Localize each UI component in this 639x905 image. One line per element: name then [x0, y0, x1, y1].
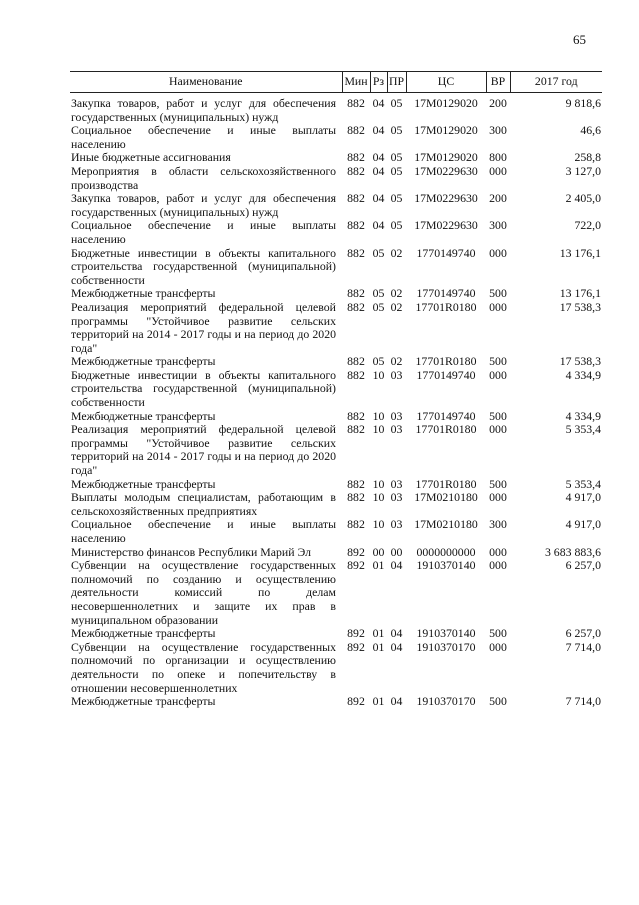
table-row [70, 247, 602, 288]
table-row [70, 546, 602, 560]
row-vr: 000 [489, 367, 507, 382]
row-min: 882 [347, 367, 365, 382]
row-amount: 9 818,6 [565, 96, 601, 110]
table-row [70, 410, 602, 424]
row-pr: 04 [390, 558, 403, 573]
row-min: 882 [347, 163, 365, 178]
row-cs: 17М0229630 [414, 218, 478, 233]
row-cs: 0000000000 [416, 544, 476, 559]
row-name: Межбюджетные трансферты [71, 286, 216, 301]
row-name: Бюджетные инвестиции в объекты капитального строительства государственной (муниципальной) собственности [71, 367, 336, 410]
row-vr: 500 [489, 626, 507, 641]
row-pr: 05 [390, 163, 403, 178]
header-pr: ПР [387, 72, 406, 93]
row-min: 892 [347, 639, 365, 654]
row-name: Иные бюджетные ассигнования [71, 150, 231, 165]
row-min: 882 [347, 422, 365, 437]
row-vr: 000 [489, 422, 507, 437]
row-amount: 7 714,0 [565, 694, 601, 709]
row-amount: 2 405,0 [565, 191, 601, 206]
table-row [70, 641, 602, 695]
row-rz: 01 [372, 639, 385, 654]
row-rz: 10 [372, 422, 385, 437]
row-vr: 500 [489, 286, 507, 301]
row-vr: 000 [489, 245, 507, 260]
row-min: 892 [347, 694, 365, 709]
row-amount: 17 538,3 [559, 299, 601, 314]
header-vr: ВР [486, 72, 510, 93]
table-body [70, 93, 602, 709]
table-row [70, 93, 602, 125]
table-row [70, 627, 602, 641]
row-rz: 04 [372, 163, 385, 178]
table-row [70, 695, 602, 709]
row-vr: 300 [489, 123, 507, 138]
table-row [70, 369, 602, 410]
row-amount: 13 176,1 [559, 245, 601, 260]
row-rz: 01 [372, 694, 385, 709]
table-header [70, 72, 602, 93]
row-pr: 05 [390, 123, 403, 138]
row-vr: 000 [489, 163, 507, 178]
row-cs: 17М0129020 [414, 150, 478, 165]
row-rz: 05 [372, 286, 385, 301]
row-name: Социальное обеспечение и иные выплаты населению [71, 123, 336, 151]
table-row [70, 165, 602, 192]
row-amount: 4 334,9 [565, 408, 601, 423]
row-amount: 6 257,0 [565, 626, 601, 641]
row-pr: 03 [390, 476, 403, 491]
table-row [70, 301, 602, 355]
row-vr: 000 [489, 558, 507, 573]
row-pr: 05 [390, 96, 403, 110]
row-pr: 02 [390, 286, 403, 301]
row-amount: 6 257,0 [565, 558, 601, 573]
table-row [70, 559, 602, 627]
row-min: 882 [347, 476, 365, 491]
row-min: 882 [347, 299, 365, 314]
row-name: Бюджетные инвестиции в объекты капитального строительства государственной (муниципальной) собственности [71, 245, 336, 287]
table-row [70, 192, 602, 219]
row-cs: 17М0210180 [414, 490, 478, 505]
row-amount: 13 176,1 [559, 286, 601, 301]
header-cs: ЦС [406, 72, 486, 93]
row-amount: 7 714,0 [565, 639, 601, 654]
row-min: 892 [347, 544, 365, 559]
row-pr: 02 [390, 245, 403, 260]
row-vr: 000 [489, 490, 507, 505]
row-min: 882 [347, 286, 365, 301]
row-name: Субвенции на осуществление государственных полномочий по организации и осуществлению деятельности по опеке и попечительству в отношении несовершеннолетних [71, 639, 336, 695]
row-amount: 4 917,0 [565, 490, 601, 505]
row-pr: 03 [390, 490, 403, 505]
row-pr: 00 [390, 544, 403, 559]
row-cs: 17701R0180 [415, 354, 477, 369]
row-vr: 500 [489, 408, 507, 423]
row-amount: 258,8 [574, 150, 601, 165]
row-vr: 500 [489, 694, 507, 709]
row-cs: 1910370170 [416, 694, 476, 709]
row-amount: 722,0 [574, 218, 601, 233]
row-min: 882 [347, 490, 365, 505]
row-name: Мероприятия в области сельскохозяйственного производства [71, 163, 336, 192]
row-amount: 5 353,4 [565, 476, 601, 491]
row-name: Межбюджетные трансферты [71, 354, 216, 369]
header-name: Наименование [70, 72, 342, 93]
row-name: Реализация мероприятий федеральной целевой программы "Устойчивое развитие сельских территорий на 2014 - 2017 годы и на период до 2020 года" [71, 422, 336, 478]
row-vr: 300 [489, 218, 507, 233]
row-pr: 02 [390, 354, 403, 369]
row-vr: 300 [489, 517, 507, 532]
row-min: 892 [347, 626, 365, 641]
row-cs: 1770149740 [416, 408, 476, 423]
row-amount: 5 353,4 [565, 422, 601, 437]
row-rz: 10 [372, 476, 385, 491]
row-cs: 1910370140 [416, 626, 476, 641]
row-name: Межбюджетные трансферты [71, 408, 216, 423]
row-cs: 1770149740 [416, 367, 476, 382]
row-pr: 05 [390, 218, 403, 233]
row-vr: 500 [489, 354, 507, 369]
row-min: 882 [347, 218, 365, 233]
row-vr: 200 [489, 96, 507, 110]
row-name: Межбюджетные трансферты [71, 694, 216, 709]
row-rz: 05 [372, 354, 385, 369]
row-pr: 05 [390, 191, 403, 206]
row-amount: 3 683 883,6 [544, 544, 601, 559]
row-pr: 04 [390, 626, 403, 641]
table-row [70, 478, 602, 492]
row-min: 892 [347, 558, 365, 573]
row-cs: 17701R0180 [415, 299, 477, 314]
budget-table [70, 71, 602, 709]
row-rz: 04 [372, 218, 385, 233]
row-rz: 04 [372, 123, 385, 138]
row-rz: 10 [372, 517, 385, 532]
row-min: 882 [347, 123, 365, 138]
row-name: Межбюджетные трансферты [71, 476, 216, 491]
table-row [70, 355, 602, 369]
row-amount: 17 538,3 [559, 354, 601, 369]
table-row [70, 491, 602, 518]
row-cs: 17701R0180 [415, 476, 477, 491]
row-vr: 200 [489, 191, 507, 206]
row-rz: 04 [372, 150, 385, 165]
row-cs: 17М0129020 [414, 123, 478, 138]
row-amount: 4 917,0 [565, 517, 601, 532]
row-rz: 10 [372, 408, 385, 423]
row-cs: 1770149740 [416, 245, 476, 260]
row-vr: 800 [489, 150, 507, 165]
row-rz: 10 [372, 367, 385, 382]
row-rz: 05 [372, 299, 385, 314]
row-cs: 17М0229630 [414, 191, 478, 206]
row-amount: 4 334,9 [565, 367, 601, 382]
row-name: Межбюджетные трансферты [71, 626, 216, 641]
page-number: 65 [573, 32, 586, 47]
row-name: Министерство финансов Республики Марий Эл [71, 544, 312, 559]
row-rz: 04 [372, 96, 385, 110]
table-row [70, 518, 602, 545]
header-row [70, 72, 602, 93]
row-pr: 03 [390, 517, 403, 532]
row-vr: 000 [489, 544, 507, 559]
row-name: Закупка товаров, работ и услуг для обеспечения государственных (муниципальных) нужд [71, 191, 336, 219]
row-name: Социальное обеспечение и иные выплаты населению [71, 218, 336, 246]
row-min: 882 [347, 245, 365, 260]
row-cs: 17701R0180 [415, 422, 477, 437]
header-rz: Рз [370, 72, 387, 93]
row-pr: 04 [390, 694, 403, 709]
table-row [70, 423, 602, 477]
row-amount: 3 127,0 [565, 163, 601, 178]
row-rz: 10 [372, 490, 385, 505]
row-vr: 500 [489, 476, 507, 491]
row-rz: 00 [372, 544, 385, 559]
row-cs: 1770149740 [416, 286, 476, 301]
row-name: Социальное обеспечение и иные выплаты населению [71, 517, 336, 545]
row-amount: 46,6 [580, 123, 601, 138]
row-min: 882 [347, 191, 365, 206]
row-min: 882 [347, 150, 365, 165]
row-pr: 04 [390, 639, 403, 654]
row-cs: 17М0129020 [414, 96, 478, 110]
row-rz: 05 [372, 245, 385, 260]
row-name: Субвенции на осуществление государственных полномочий по созданию и осуществлению деятельности комиссий по делам несовершеннолетних и защите их прав в муниципальном образовании [71, 558, 336, 627]
row-name: Реализация мероприятий федеральной целевой программы "Устойчивое развитие сельских территорий на 2014 - 2017 годы и на период до 2020 года" [71, 299, 336, 355]
row-rz: 01 [372, 558, 385, 573]
row-name: Закупка товаров, работ и услуг для обеспечения государственных (муниципальных) нужд [71, 96, 336, 124]
row-rz: 01 [372, 626, 385, 641]
row-pr: 02 [390, 299, 403, 314]
header-min: Мин [342, 72, 370, 93]
row-min: 882 [347, 354, 365, 369]
row-min: 882 [347, 96, 365, 110]
header-year: 2017 год [510, 72, 602, 93]
table-row [70, 124, 602, 151]
row-cs: 1910370140 [416, 558, 476, 573]
row-pr: 05 [390, 150, 403, 165]
row-vr: 000 [489, 639, 507, 654]
table-row [70, 219, 602, 246]
row-name: Выплаты молодым специалистам, работающим в сельскохозяйственных предприятиях [71, 490, 336, 518]
row-cs: 1910370170 [416, 639, 476, 654]
row-pr: 03 [390, 408, 403, 423]
table-row [70, 287, 602, 301]
row-cs: 17М0210180 [414, 517, 478, 532]
row-cs: 17М0229630 [414, 163, 478, 178]
row-rz: 04 [372, 191, 385, 206]
row-vr: 000 [489, 299, 507, 314]
row-pr: 03 [390, 367, 403, 382]
row-min: 882 [347, 517, 365, 532]
row-pr: 03 [390, 422, 403, 437]
row-min: 882 [347, 408, 365, 423]
table-row [70, 151, 602, 165]
